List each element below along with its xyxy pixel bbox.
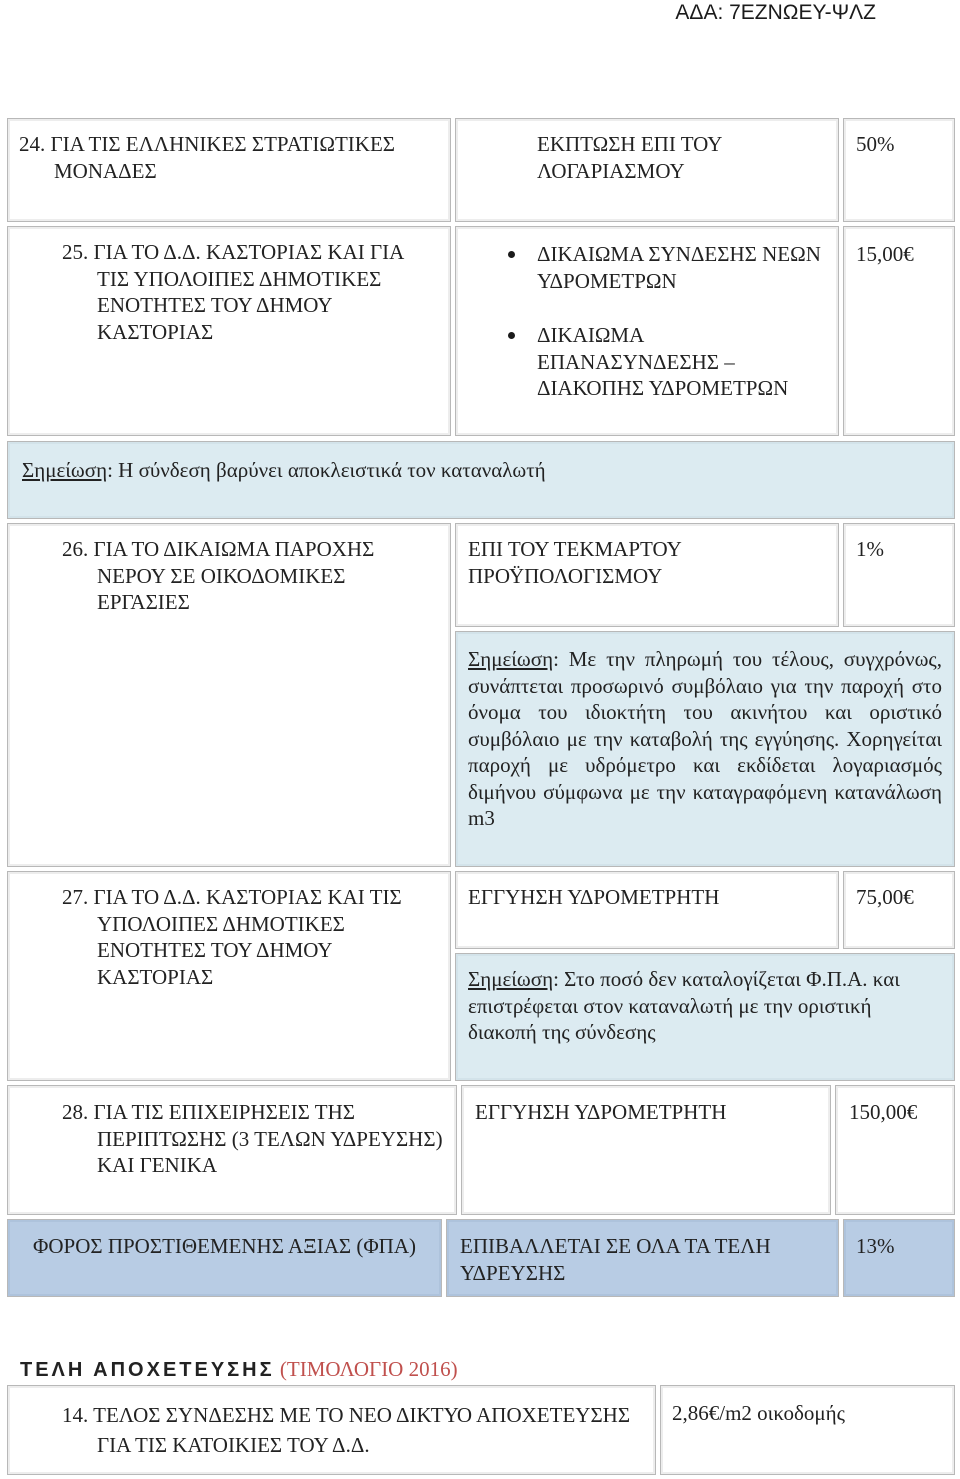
row24-amount: 50% [856,132,895,156]
row27-fee: ΕΓΓΥΗΣΗ ΥΔΡΟΜΕΤΡΗΤΗ [468,885,720,909]
sewerage-title: ΤΕΛΗ ΑΠΟΧΕΤΕΥΣΗΣ [20,1359,275,1381]
row25-bullet-list [537,241,826,402]
row24-fee-cell [455,118,839,222]
ada-code: ΑΔΑ: 7ΕΖΝΩΕΥ-ΨΛΖ [675,1,876,24]
row28-description-cell [7,1085,457,1215]
row14-description: 14. ΤΕΛΟΣ ΣΥΝΔΕΣΗΣ ΜΕ ΤΟ ΝΕΟ ΔΙΚΤΥΟ ΑΠΟΧΕΤΕΥΣΗΣ ΓΙΑ ΤΙΣ ΚΑΤΟΙΚΙΕΣ ΤΟΥ Δ.Δ. [62,1403,631,1457]
row24-description: 24. ΓΙΑ ΤΙΣ ΕΛΛΗΝΙΚΕΣ ΣΤΡΑΤΙΩΤΙΚΕΣ ΜΟΝΑΔΕΣ [19,132,396,183]
vat-amount: 13% [856,1234,895,1258]
row26-note-text: : Με την πληρωμή του τέλους, συγχρόνως, συνάπτεται προσωρινό συμβόλαιο για την παροχή στο όνομα του ιδιοκτήτη του ακινήτου και οριστικό συμβόλαιο με την καταβολή της εγγύησης. Χορηγείται παροχή με υδρόμετρο και εκδίδεται λογαριασμός διμήνου σύμφωνα με την καταγραφόμενη κατανάλωση m3 [468,647,942,830]
vat-fee: ΕΠΙΒΑΛΛΕΤΑΙ ΣΕ ΟΛΑ ΤΑ ΤΕΛΗ ΥΔΡΕΥΣΗΣ [460,1234,771,1285]
row27-description: 27. ΓΙΑ ΤΟ Δ.Δ. ΚΑΣΤΟΡΙΑΣ ΚΑΙ ΤΙΣ ΥΠΟΛΟΙΠΕΣ ΔΗΜΟΤΙΚΕΣ ΕΝΟΤΗΤΕΣ ΤΟΥ ΔΗΜΟΥ ΚΑΣΤΟΡΙΑΣ [62,885,402,989]
row25-bullet-item: ΔΙΚΑΙΩΜΑ ΣΥΝΔΕΣΗΣ ΝΕΩΝ ΥΔΡΟΜΕΤΡΩΝ [537,241,826,294]
sewerage-subtitle: (ΤΙΜΟΛΟΓΙΟ 2016) [279,1357,458,1381]
row28-fee-cell [461,1085,831,1215]
row26-description: 26. ΓΙΑ ΤΟ ΔΙΚΑΙΩΜΑ ΠΑΡΟΧΗΣ ΝΕΡΟΥ ΣΕ ΟΙΚΟΔΟΜΙΚΕΣ ΕΡΓΑΣΙΕΣ [62,537,375,614]
row27-note-text: : Στο ποσό δεν καταλογίζεται Φ.Π.Α. και επιστρέφεται στον καταναλωτή με την οριστική διακοπή της σύνδεσης [468,967,900,1044]
note1-text: : Η σύνδεση βαρύνει αποκλειστικά τον καταναλωτή [107,458,546,482]
row27-amount: 75,00€ [856,885,914,909]
row26-amount-cell [843,523,955,627]
row25-description-cell [7,226,451,436]
note1-label: Σημείωση [22,458,108,482]
bullet-icon [508,332,515,339]
vat-fee-cell [446,1219,839,1297]
row26-note-label: Σημείωση [468,647,554,671]
row25-amount: 15,00€ [856,242,914,266]
row26-fee-cell [455,523,839,627]
row28-amount: 150,00€ [849,1100,918,1124]
row25-description: 25. ΓΙΑ ΤΟ Δ.Δ. ΚΑΣΤΟΡΙΑΣ ΚΑΙ ΓΙΑ ΤΙΣ ΥΠΟΛΟΙΠΕΣ ΔΗΜΟΤΙΚΕΣ ΕΝΟΤΗΤΕΣ ΤΟΥ ΔΗΜΟΥ ΚΑΣΤΟΡΙΑΣ [62,240,404,344]
row27-description-cell [7,871,451,1081]
row14-amount: 2,86€/m2 οικοδομής [672,1401,845,1425]
vat-description-cell [7,1219,442,1297]
row24-description-cell [7,118,451,222]
row25-amount-cell [843,226,955,436]
row25-fee-cell [455,226,839,436]
row28-description: 28. ΓΙΑ ΤΙΣ ΕΠΙΧΕΙΡΗΣΕΙΣ ΤΗΣ ΠΕΡΙΠΤΩΣΗΣ (3 ΤΕΛΩΝ ΥΔΡΕΥΣΗΣ) ΚΑΙ ΓΕΝΙΚΑ [62,1100,443,1177]
row28-amount-cell [835,1085,955,1215]
bullet-icon [508,251,515,258]
vat-description: ΦΟΡΟΣ ΠΡΟΣΤΙΘΕΜΕΝΗΣ ΑΞΙΑΣ (ΦΠΑ) [33,1234,416,1258]
vat-amount-cell [843,1219,955,1297]
row14-description-cell [7,1385,656,1475]
sewerage-heading [20,1355,458,1384]
row26-amount: 1% [856,537,884,561]
row26-description-cell [7,523,451,867]
row27-amount-cell [843,871,955,949]
row26-note-cell [455,631,955,867]
row24-fee: ΕΚΠΤΩΣΗ ΕΠΙ ΤΟΥ ΛΟΓΑΡΙΑΣΜΟΥ [537,132,722,183]
row27-note-cell [455,953,955,1081]
row14-amount-cell [660,1385,955,1475]
row28-fee: ΕΓΓΥΗΣΗ ΥΔΡΟΜΕΤΡΗΤΗ [475,1100,727,1124]
note1-cell [7,441,955,519]
row27-fee-cell [455,871,839,949]
row25-bullet-item: ΔΙΚΑΙΩΜΑ ΕΠΑΝΑΣΥΝΔΕΣΗΣ – ΔΙΑΚΟΠΗΣ ΥΔΡΟΜΕΤΡΩΝ [537,322,826,402]
row26-fee: ΕΠΙ ΤΟΥ ΤΕΚΜΑΡΤΟΥ ΠΡΟΫΠΟΛΟΓΙΣΜΟΥ [468,537,681,588]
row27-note-label: Σημείωση [468,967,554,991]
row24-amount-cell [843,118,955,222]
